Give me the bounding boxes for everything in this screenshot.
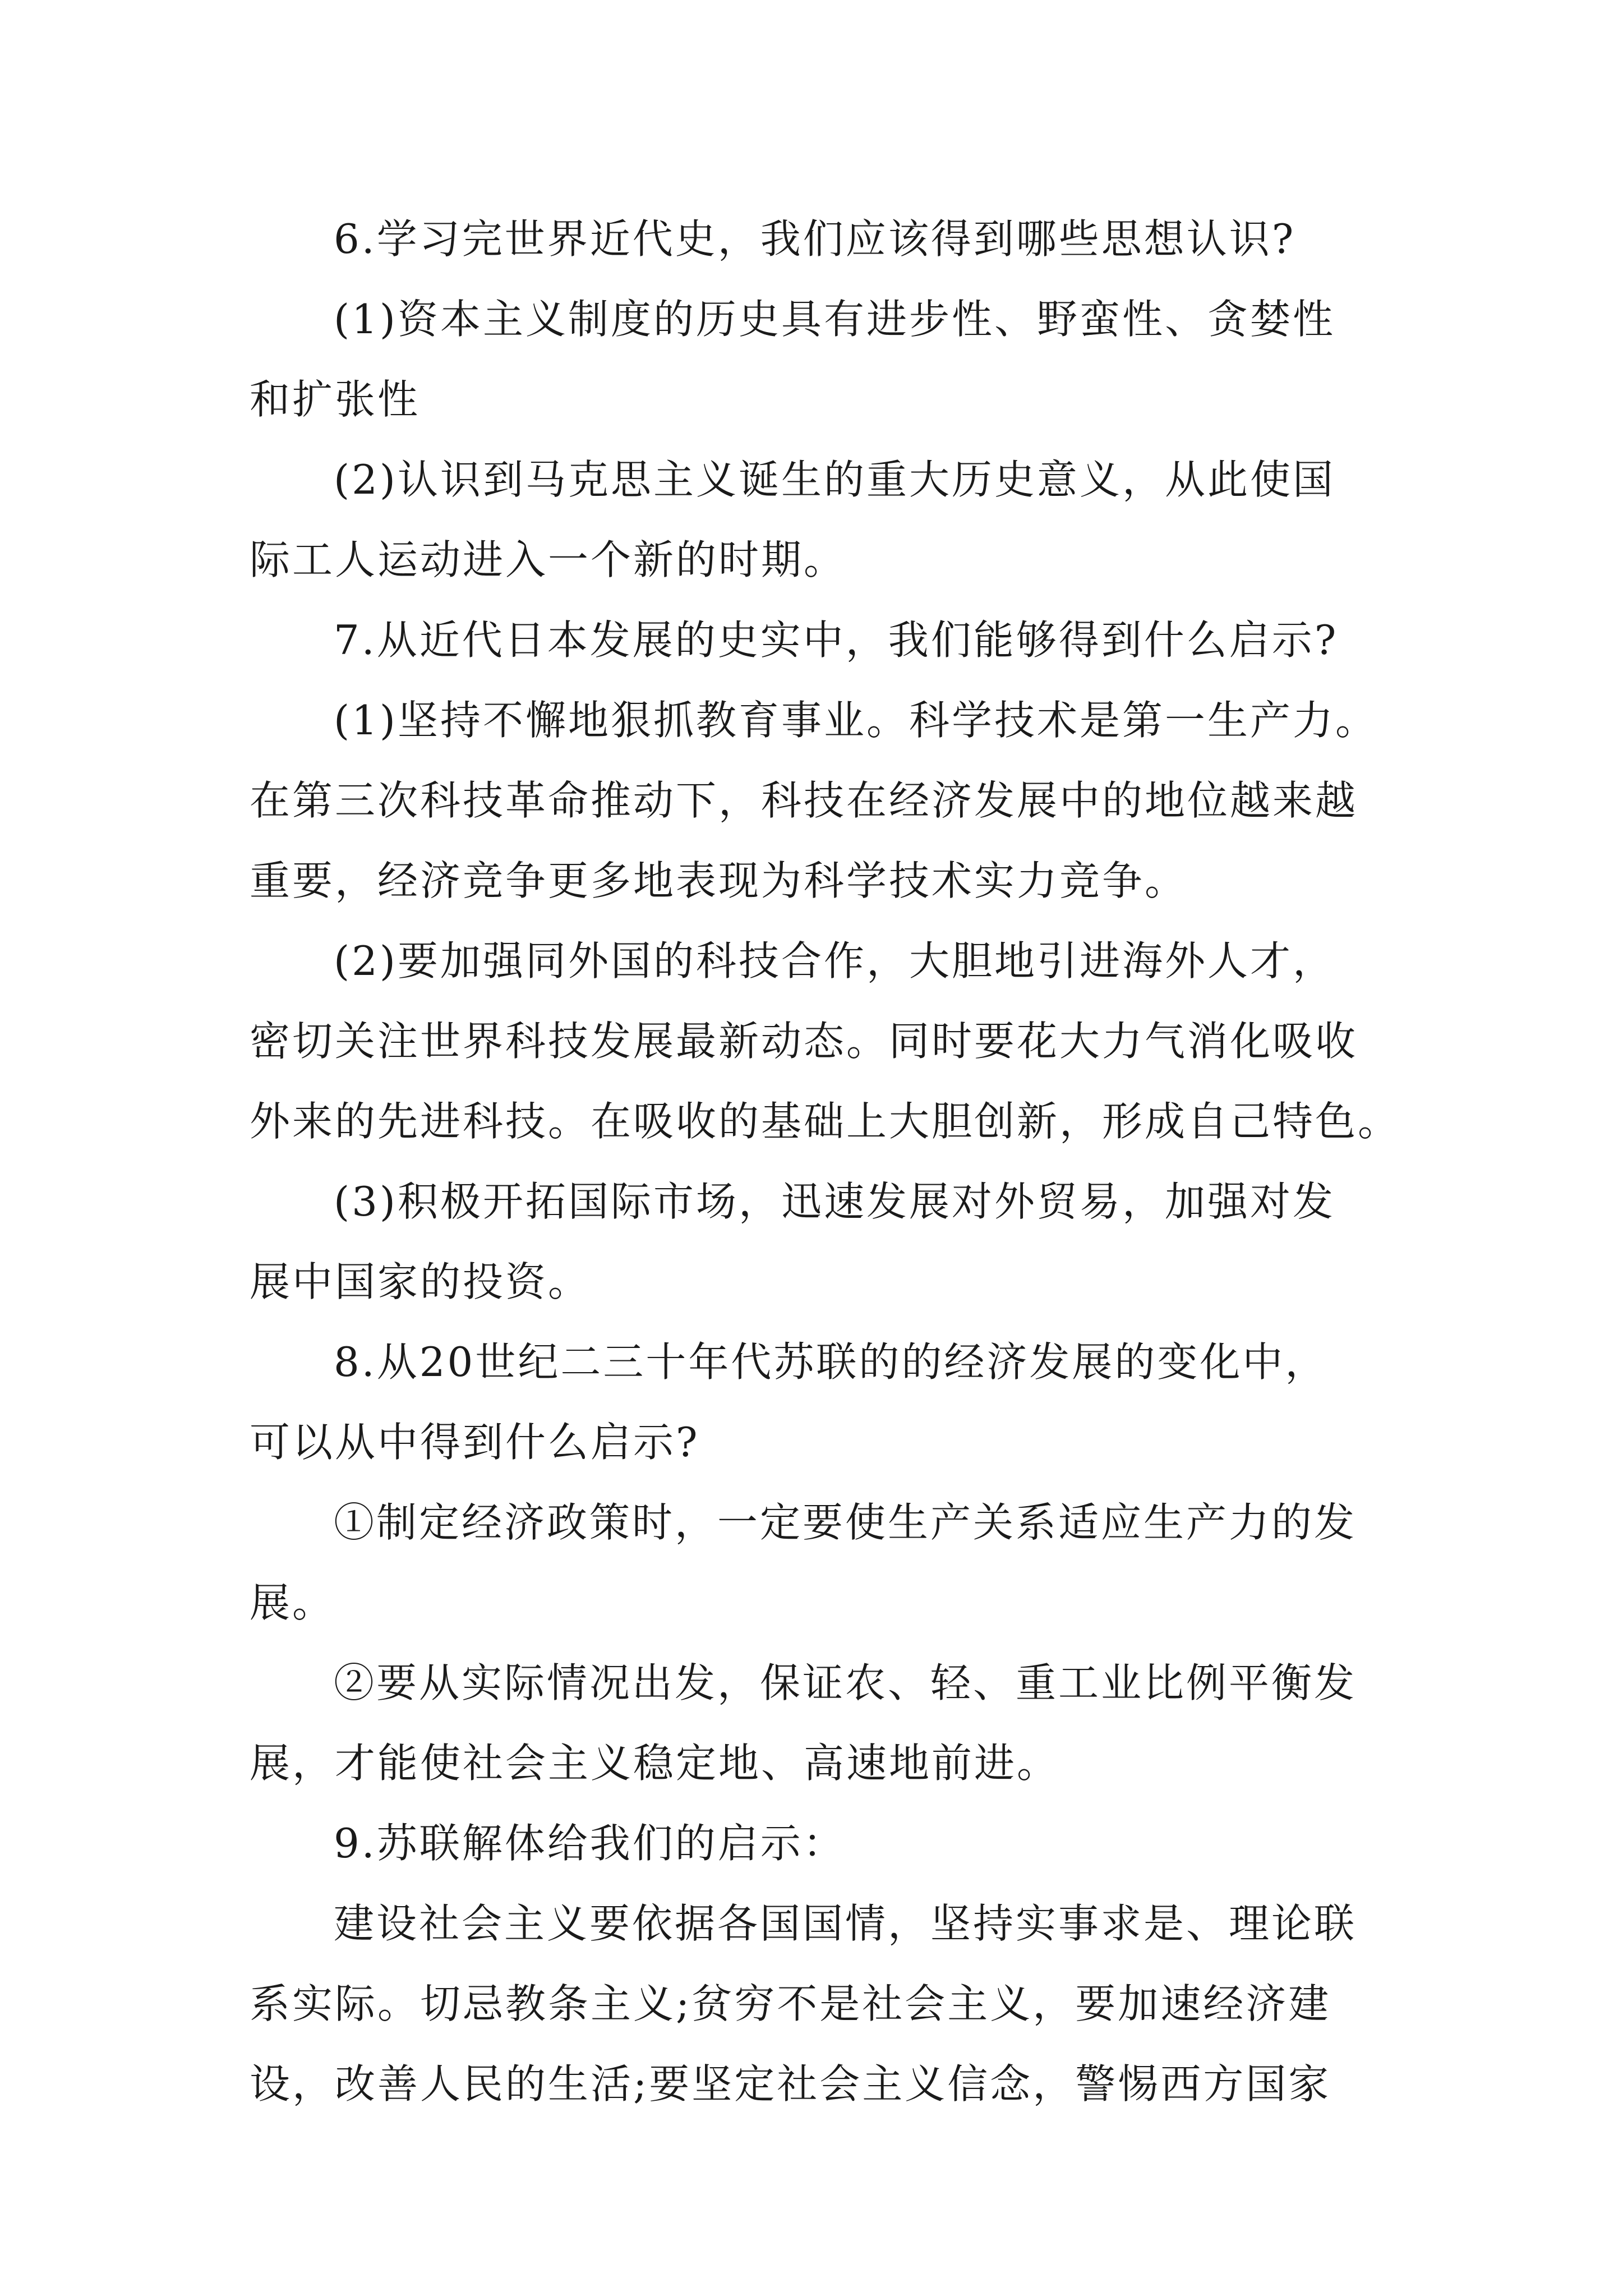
answer-7-point-3: (3)积极开拓国际市场，迅速发展对外贸易，加强对发 (334, 1178, 1335, 1225)
answer-7-point-2-cont-b: 外来的先进科技。在吸收的基础上大胆创新，形成自己特色。 (250, 1098, 1401, 1145)
question-8-heading: 8.从20世纪二三十年代苏联的的经济发展的变化中， (334, 1338, 1328, 1386)
answer-7-point-2: (2)要加强同外国的科技合作，大胆地引进海外人才， (334, 937, 1335, 984)
question-6-heading: 6.学习完世界近代史，我们应该得到哪些思想认识? (334, 215, 1296, 263)
question-7-heading: 7.从近代日本发展的史实中，我们能够得到什么启示? (334, 616, 1339, 664)
answer-6-point-2: (2)认识到马克思主义诞生的重大历史意义，从此使国 (334, 456, 1335, 503)
answer-7-point-2-cont-a: 密切关注世界科技发展最新动态。同时要花大力气消化吸收 (250, 1018, 1358, 1065)
answer-8-point-1-cont: 展。 (250, 1579, 335, 1626)
answer-9-paragraph-cont-b: 设，改善人民的生活;要坚定社会主义信念，警惕西方国家 (250, 2060, 1331, 2108)
document-page (250, 199, 1401, 2124)
answer-6-point-2-cont: 际工人运动进入一个新的时期。 (250, 536, 847, 583)
answer-8-point-2-cont: 展，才能使社会主义稳定地、高速地前进。 (250, 1740, 1060, 1787)
answer-9-paragraph-cont-a: 系实际。切忌教条主义;贫穷不是社会主义，要加速经济建 (250, 1980, 1331, 2027)
answer-6-point-1-cont: 和扩张性 (250, 376, 421, 423)
answer-8-point-2: ②要从实际情况出发，保证农、轻、重工业比例平衡发 (334, 1659, 1357, 1706)
answer-8-point-1: ①制定经济政策时，一定要使生产关系适应生产力的发 (334, 1499, 1357, 1546)
question-9-heading: 9.苏联解体给我们的启示： (334, 1820, 846, 1867)
answer-6-point-1: (1)资本主义制度的历史具有进步性、野蛮性、贪婪性 (334, 296, 1335, 343)
answer-9-paragraph: 建设社会主义要依据各国国情，坚持实事求是、理论联 (334, 1900, 1357, 1947)
answer-7-point-3-cont: 展中国家的投资。 (250, 1258, 591, 1305)
question-8-heading-cont: 可以从中得到什么启示? (250, 1419, 700, 1466)
answer-7-point-1-cont-a: 在第三次科技革命推动下，科技在经济发展中的地位越来越 (250, 777, 1358, 824)
answer-7-point-1-cont-b: 重要，经济竞争更多地表现为科学技术实力竞争。 (250, 857, 1188, 904)
answer-7-point-1: (1)坚持不懈地狠抓教育事业。科学技术是第一生产力。 (334, 697, 1378, 744)
